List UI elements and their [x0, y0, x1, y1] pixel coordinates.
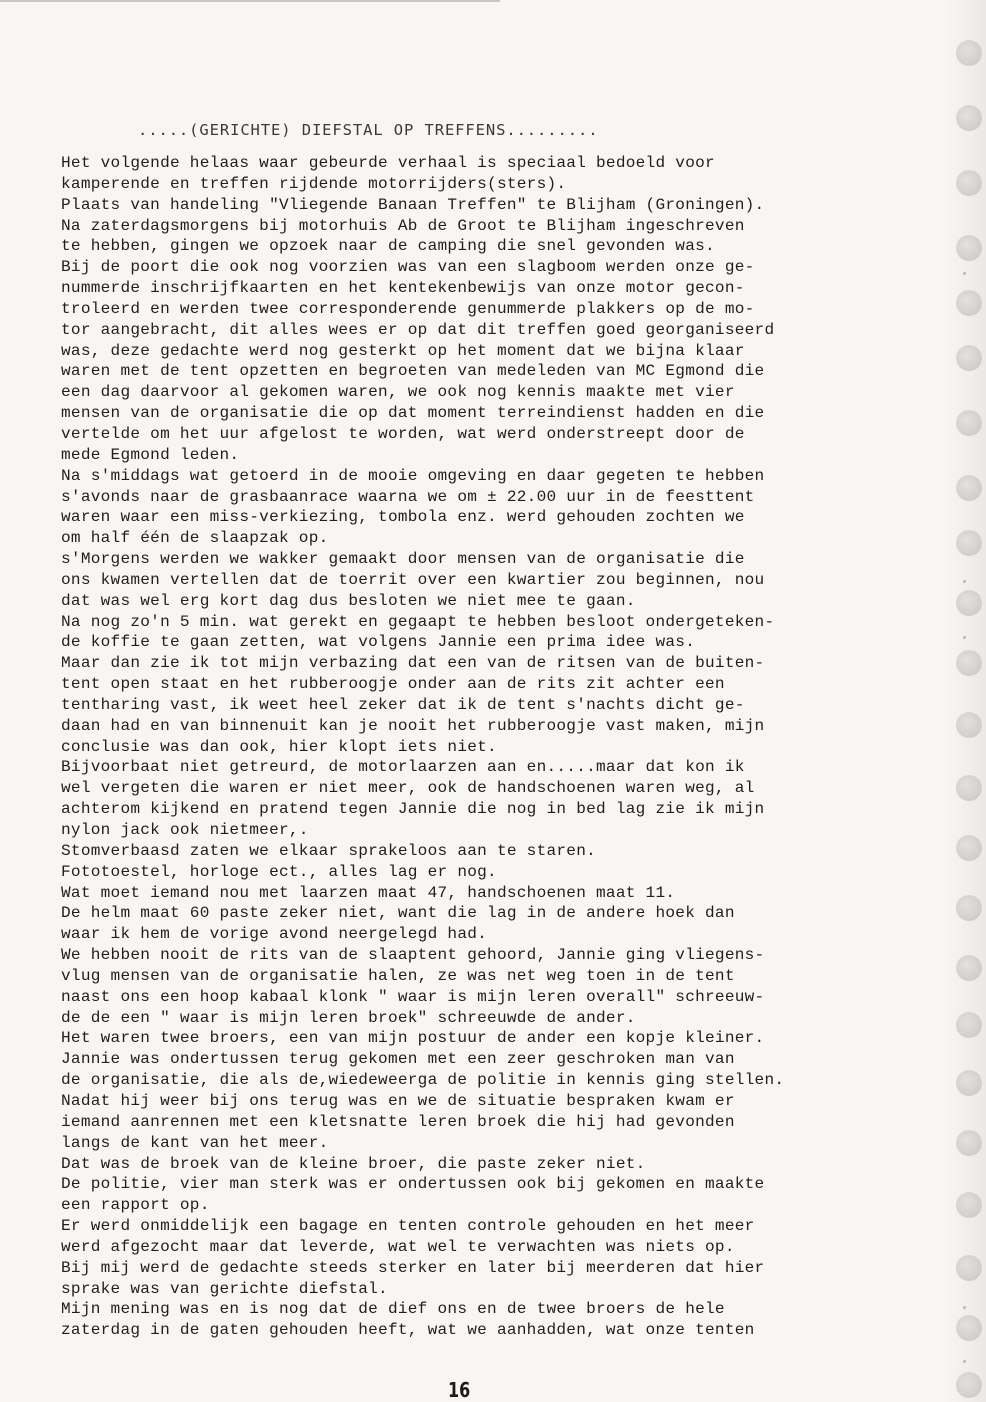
text-line: de koffie te gaan zetten, wat volgens Jannie een prima idee was. [61, 633, 696, 652]
text-line: conclusie was dan ook, hier klopt iets niet. [61, 737, 497, 756]
text-line: ons kwamen vertellen dat de toerrit over een kwartier zou beginnen, nou [61, 570, 765, 589]
text-line: te hebben, gingen we opzoek naar de camping die snel gevonden was. [61, 237, 715, 256]
text-line: tent open staat en het rubberoogje onder aan de rits zit achter een [61, 675, 725, 694]
article-body [61, 153, 961, 1341]
text-line: was, deze gedachte werd nog gesterkt op het moment dat we bijna klaar [61, 341, 745, 360]
text-line: tor aangebracht, dit alles wees er op dat dit treffen goed georganiseerd [61, 320, 775, 339]
text-line: kamperende en treffen rijdende motorrijders(sters). [61, 174, 567, 193]
text-line: Bij mij werd de gedachte steeds sterker en later bij meerderen dat hier [61, 1258, 765, 1277]
text-line: een dag daarvoor al gekomen waren, we ook nog kennis maakte met vier [61, 383, 735, 402]
text-line: wel vergeten die waren er niet meer, ook de handschoenen waren weg, al [61, 779, 755, 798]
text-line: om half één de slaapzak op. [61, 529, 329, 548]
text-line: de de een " waar is mijn leren broek" schreeuwde de ander. [61, 1008, 636, 1027]
text-line: de organisatie, die als de,wiedeweerga de politie in kennis ging stellen. [61, 1071, 785, 1090]
text-line: We hebben nooit de rits van de slaaptent gehoord, Jannie ging vliegens- [61, 946, 765, 965]
text-line: sprake was van gerichte diefstal. [61, 1279, 388, 1298]
speck [963, 580, 966, 583]
text-line: Na s'middags wat getoerd in de mooie omgeving en daar gegeten te hebben [61, 466, 765, 485]
text-line: Na nog zo'n 5 min. wat gerekt en gegaapt te hebben besloot ondergeteken- [61, 612, 775, 631]
text-line: een rapport op. [61, 1196, 210, 1215]
text-line: troleerd en werden twee corresponderende genummerde plakkers op de mo- [61, 299, 755, 318]
text-line: Plaats van handeling "Vliegende Banaan Treffen" te Blijham (Groningen). [61, 195, 765, 214]
text-line: De helm maat 60 paste zeker niet, want die lag in de andere hoek dan [61, 904, 735, 923]
text-line: zaterdag in de gaten gehouden heeft, wat we aanhadden, wat onze tenten [61, 1321, 755, 1340]
top-rule [0, 0, 500, 2]
text-line: Het volgende helaas waar gebeurde verhaal is speciaal bedoeld voor [61, 154, 715, 172]
punch-hole [956, 1372, 982, 1398]
speck [963, 1360, 966, 1363]
text-line: nummerde inschrijfkaarten en het kentekenbewijs van onze motor gecon- [61, 279, 745, 298]
text-line: Bijvoorbaat niet getreurd, de motorlaarzen aan en.....maar dat kon ik [61, 758, 745, 777]
text-line: tentharing vast, ik weet heel zeker dat ik de tent s'nachts dicht ge- [61, 695, 745, 714]
page-number: 16 [448, 1378, 471, 1402]
text-line: Het waren twee broers, een van mijn postuur de ander een kopje kleiner. [61, 1029, 765, 1048]
text-line: Na zaterdagsmorgens bij motorhuis Ab de Groot te Blijham ingeschreven [61, 216, 745, 235]
article-title: .....(GERICHTE) DIEFSTAL OP TREFFENS......... [138, 121, 599, 139]
speck [963, 272, 966, 275]
text-line: Dat was de broek van de kleine broer, die paste zeker niet. [61, 1154, 646, 1173]
punch-hole [956, 40, 982, 66]
text-line: werd afgezocht maar dat leverde, wat wel te verwachten was niets op. [61, 1237, 735, 1256]
text-line: Nadat hij weer bij ons terug was en we de situatie bespraken kwam er [61, 1091, 735, 1110]
text-line: waar ik hem de vorige avond neergelegd had. [61, 925, 488, 944]
text-line: Stomverbaasd zaten we elkaar sprakeloos aan te staren. [61, 841, 597, 860]
text-line: nylon jack ook nietmeer,. [61, 821, 309, 839]
text-line: waren waar een miss-verkiezing, tombola enz. werd gehouden zochten we [61, 508, 745, 527]
text-line: Bij de poort die ook nog voorzien was van een slagboom werden onze ge- [61, 258, 755, 277]
text-line: De politie, vier man sterk was er ondertussen ook bij gekomen en maakte [61, 1175, 765, 1194]
text-line: vlug mensen van de organisatie halen, ze was net weg toen in de tent [61, 966, 735, 985]
punch-hole [956, 105, 982, 131]
text-line: s'avonds naar de grasbaanrace waarna we om ± 22.00 uur in de feesttent [61, 487, 755, 506]
text-line: dat was wel erg kort dag dus besloten we niet mee te gaan. [61, 591, 636, 610]
text-line: Wat moet iemand nou met laarzen maat 47, handschoenen maat 11. [61, 883, 676, 902]
text-line: waren met de tent opzetten en begroeten van medeleden van MC Egmond die [61, 362, 765, 381]
text-line: Fototoestel, horloge ect., alles lag er nog. [61, 862, 497, 881]
text-line: Mijn mening was en is nog dat de dief ons en de twee broers de hele [61, 1300, 725, 1319]
text-line: Jannie was ondertussen terug gekomen met een zeer geschroken man van [61, 1050, 735, 1069]
text-line: mensen van de organisatie die op dat moment terreindienst hadden en die [61, 404, 765, 423]
speck [963, 636, 966, 639]
text-line: Maar dan zie ik tot mijn verbazing dat een van de ritsen van de buiten- [61, 654, 765, 673]
text-line: Er werd onmiddelijk een bagage en tenten controle gehouden en het meer [61, 1217, 755, 1236]
text-line: vertelde om het uur afgelost te worden, wat werd onderstreept door de [61, 424, 745, 443]
text-line: s'Morgens werden we wakker gemaakt door mensen van de organisatie die [61, 550, 745, 569]
text-line: langs de kant van het meer. [61, 1133, 329, 1152]
text-line: iemand aanrennen met een kletsnatte leren broek die hij had gevonden [61, 1112, 735, 1131]
text-line: achterom kijkend en pratend tegen Jannie die nog in bed lag zie ik mijn [61, 800, 765, 819]
text-line: mede Egmond leden. [61, 445, 240, 464]
text-line: naast ons een hoop kabaal klonk " waar is mijn leren overall" schreeuw- [61, 987, 765, 1006]
speck [963, 1306, 966, 1309]
text-line: daan had en van binnenuit kan je nooit het rubberoogje vast maken, mijn [61, 716, 765, 735]
